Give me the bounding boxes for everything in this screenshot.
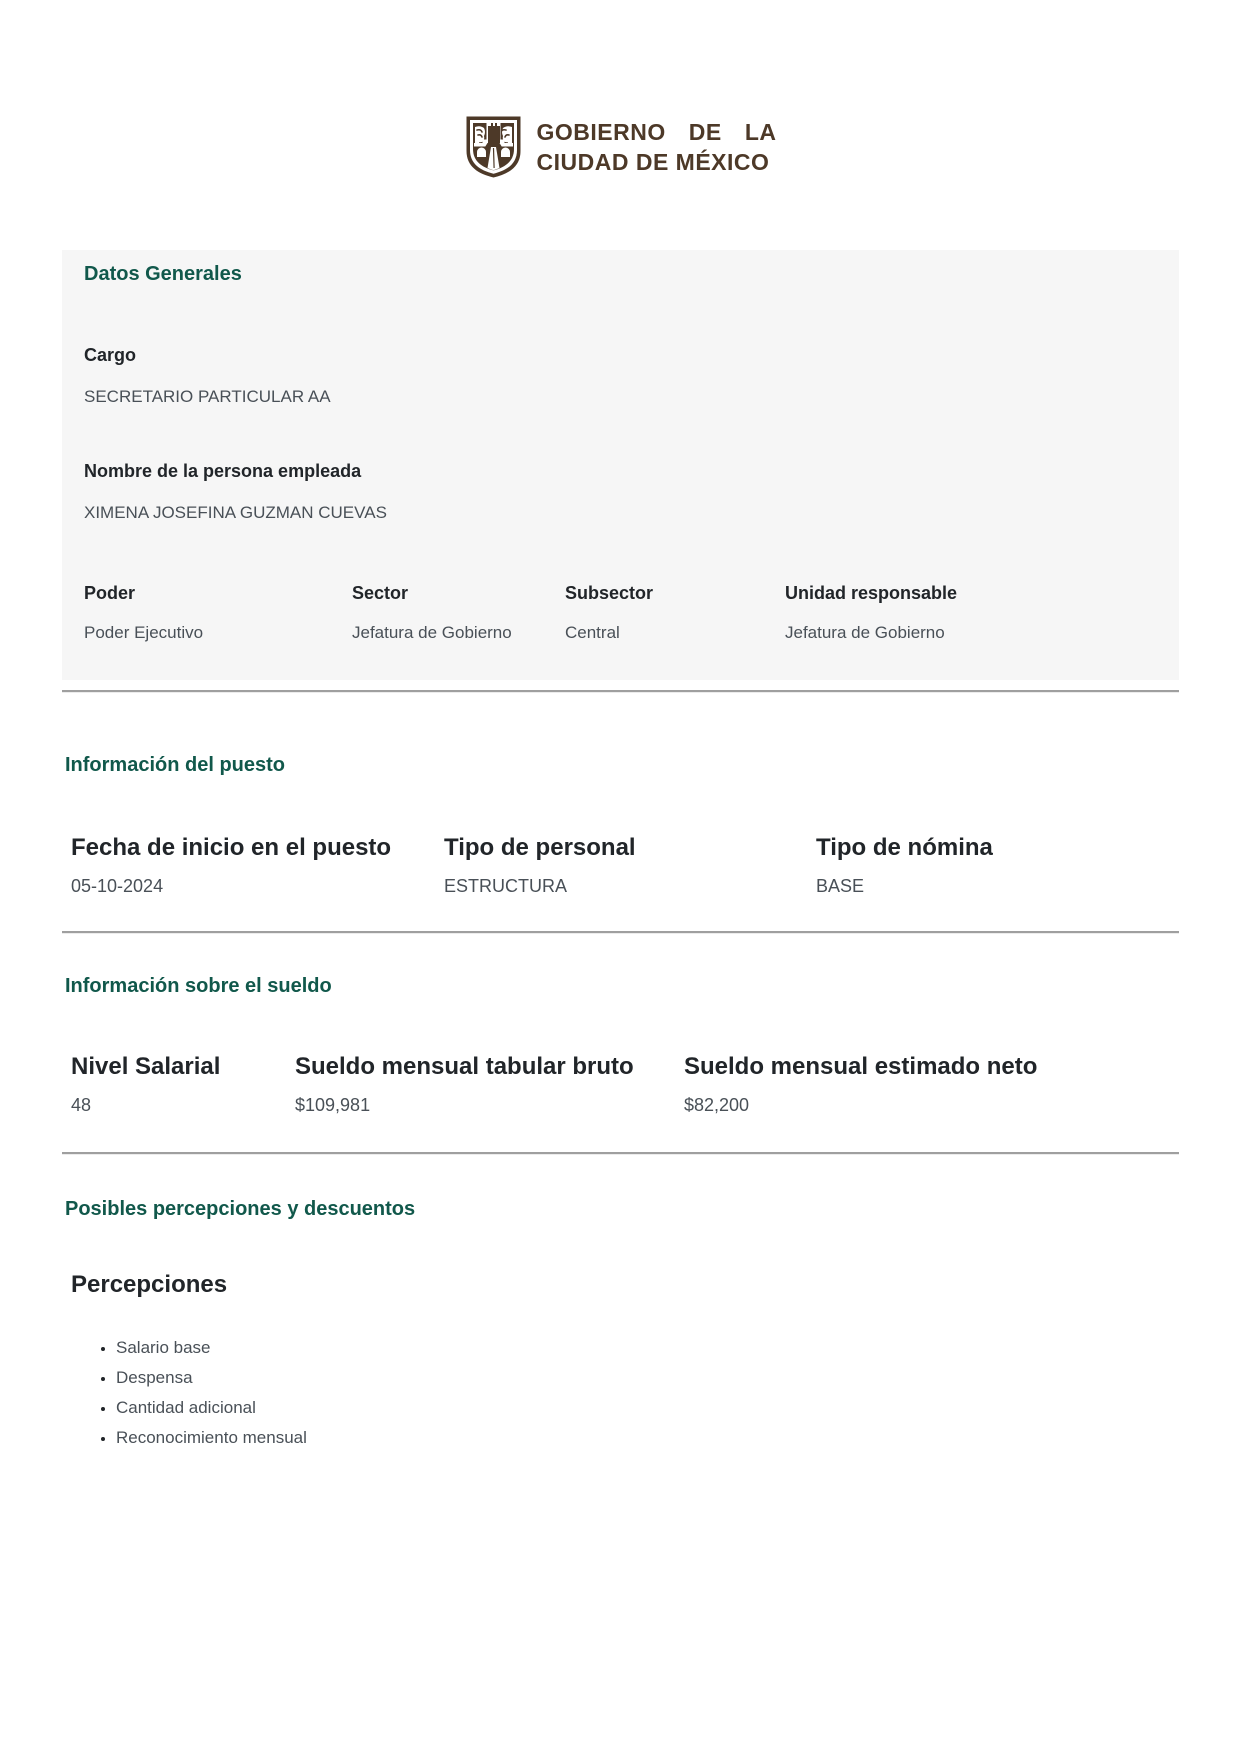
cdmx-coat-of-arms-icon <box>465 115 522 179</box>
tipo-nomina-column <box>816 833 1179 898</box>
unidad-column <box>785 582 1157 644</box>
poder-label: Poder <box>84 583 136 603</box>
sueldo-neto-label: Sueldo mensual estimado neto <box>684 1053 1038 1080</box>
poder-value: Poder Ejecutivo <box>84 623 204 642</box>
tipo-personal-label: Tipo de personal <box>444 834 636 861</box>
subsector-label: Subsector <box>565 583 654 603</box>
nombre-value: XIMENA JOSEFINA GUZMAN CUEVAS <box>84 503 387 522</box>
logo-text-line2: CIUDAD DE MÉXICO <box>536 149 770 175</box>
sueldo-bruto-value: $109,981 <box>295 1095 371 1115</box>
cargo-label: Cargo <box>84 345 137 365</box>
datos-generales-panel <box>62 250 1179 680</box>
logo-wordmark <box>537 117 777 177</box>
subsector-value: Central <box>565 623 620 642</box>
informacion-puesto-title: Información del puesto <box>65 754 286 776</box>
posibles-percepciones-title: Posibles percepciones y descuentos <box>65 1198 416 1220</box>
nivel-salarial-value: 48 <box>71 1095 92 1115</box>
percepciones-list <box>62 1333 1179 1453</box>
fecha-inicio-value: 05-10-2024 <box>71 876 164 896</box>
datos-generales-title: Datos Generales <box>84 263 242 285</box>
poder-sector-row <box>84 582 1157 644</box>
tipo-personal-column <box>444 833 816 898</box>
sueldo-bruto-column <box>295 1052 684 1117</box>
unidad-value: Jefatura de Gobierno <box>785 623 945 642</box>
fecha-inicio-column <box>71 833 444 898</box>
sector-value: Jefatura de Gobierno <box>352 623 512 642</box>
section-divider <box>62 1152 1179 1155</box>
poder-column <box>84 582 352 644</box>
informacion-sueldo-title: Información sobre el sueldo <box>65 975 332 997</box>
subsector-column <box>565 582 785 644</box>
sueldo-neto-value: $82,200 <box>684 1095 750 1115</box>
list-item: • Reconocimiento mensual <box>116 1423 1179 1453</box>
sector-column <box>352 582 565 644</box>
unidad-label: Unidad responsable <box>785 583 958 603</box>
section-divider <box>62 690 1179 693</box>
sector-label: Sector <box>352 583 409 603</box>
sueldo-neto-column <box>684 1052 1179 1117</box>
nombre-label: Nombre de la persona empleada <box>84 461 362 481</box>
percepciones-subtitle: Percepciones <box>71 1271 228 1298</box>
tipo-nomina-label: Tipo de nómina <box>816 834 993 861</box>
list-item: • Salario base <box>116 1333 1179 1363</box>
section-divider <box>62 931 1179 934</box>
logo-text-line1: GOBIERNO DE LA <box>536 119 777 145</box>
nivel-salarial-column <box>71 1052 295 1117</box>
tipo-personal-value: ESTRUCTURA <box>444 876 568 896</box>
sueldo-bruto-label: Sueldo mensual tabular bruto <box>295 1053 634 1080</box>
informacion-puesto-row <box>62 833 1179 898</box>
header-logo <box>0 0 1241 179</box>
cargo-value: SECRETARIO PARTICULAR AA <box>84 387 331 406</box>
list-item: • Despensa <box>116 1363 1179 1393</box>
informacion-sueldo-row <box>62 1052 1179 1117</box>
fecha-inicio-label: Fecha de inicio en el puesto <box>71 834 392 861</box>
tipo-nomina-value: BASE <box>816 876 865 896</box>
nivel-salarial-label: Nivel Salarial <box>71 1053 221 1080</box>
list-item: • Cantidad adicional <box>116 1393 1179 1423</box>
